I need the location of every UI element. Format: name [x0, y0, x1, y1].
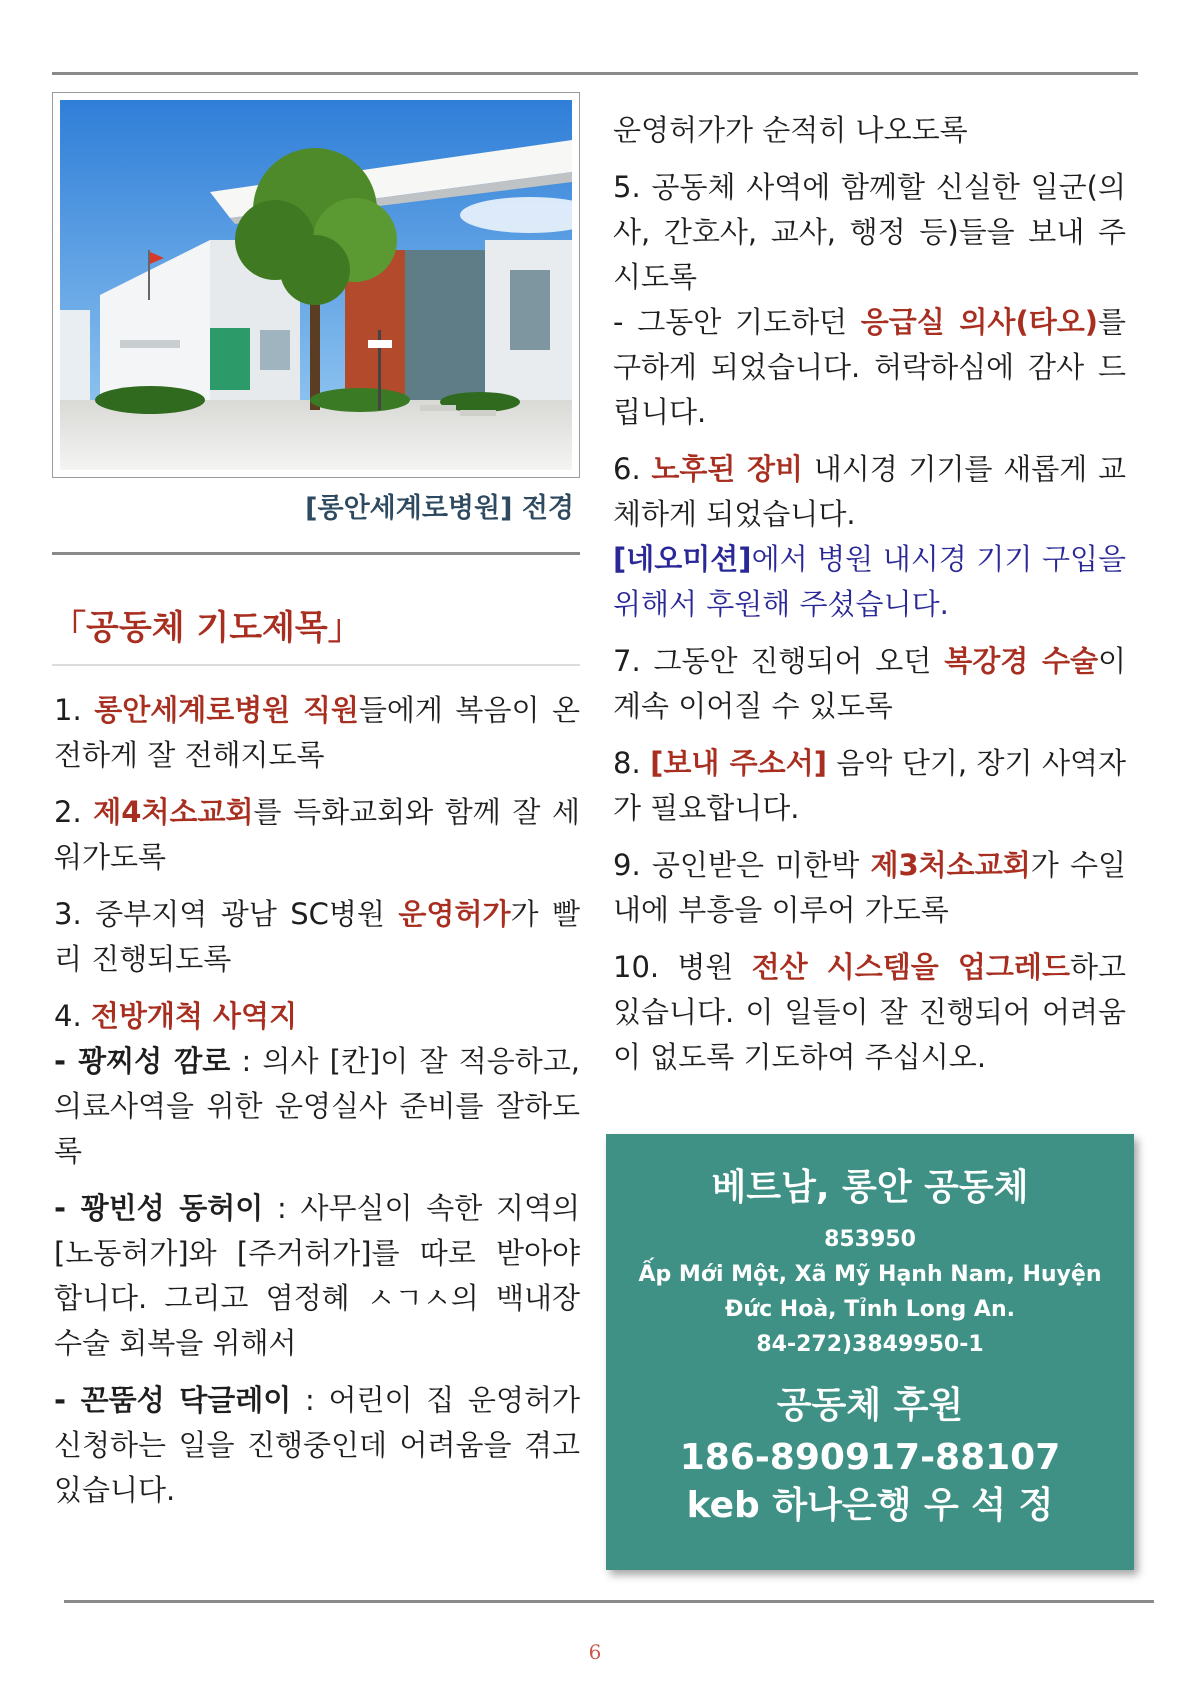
account-number: 186-890917-88107 [679, 1437, 1061, 1478]
photo-caption: [롱안세계로병원] 전경 [305, 493, 574, 524]
highlight: 전방개척 사역지 [90, 999, 298, 1033]
sub-heading: - 꽝찌성 깜로 [54, 1044, 231, 1078]
prayer-item-4-sub-3: - 꼰뚬성 닥글레이 : 어린이 집 운영허가 신청하는 일을 진행중인데 어려움을 겪고 있습니다. [54, 1383, 580, 1507]
bottom-rule [64, 1600, 1154, 1603]
address-line-1: Ấp Mới Một, Xã Mỹ Hạnh Nam, Huyện [638, 1262, 1102, 1287]
prayer-item-6-sponsor: [네오미션]에서 병원 내시경 기기 구입을 위해서 후원해 주셨습니다. [613, 542, 1126, 621]
prayer-item-4-sub-2: - 꽝빈성 동허이 : 사무실이 속한 지역의 [노동허가]와 [주거허가]를 따로 받아야 합니다. 그리고 염정혜 ㅅㄱㅅ의 백내장 수술 회복을 위해서 [54, 1191, 580, 1360]
phone-number: 84-272)3849950-1 [756, 1332, 984, 1357]
highlight: 운영허가 [398, 897, 511, 931]
highlight: 직원 [302, 693, 359, 727]
prayer-item-8: 8. [보내 주소서] 음악 단기, 장기 사역자가 필요합니다. [613, 746, 1126, 825]
prayer-item-1: 1. 롱안세계로병원 직원들에게 복음이 온전하게 잘 전해지도록 [54, 693, 581, 772]
section-title: 「공동체 기도제목」 [52, 608, 362, 648]
postal-code: 853950 [824, 1227, 916, 1252]
highlight: 제3처소교회 [870, 848, 1031, 882]
left-column [54, 688, 580, 1525]
highlight: 제4처소교회 [93, 795, 254, 829]
highlight: [보내 주소서] [650, 746, 827, 780]
sub-heading: - 꼰뚬성 닥글레이 [54, 1383, 292, 1417]
highlight: 복강경 수술 [944, 644, 1098, 678]
sub-heading: - 꽝빈성 동허이 [54, 1191, 264, 1225]
page-number: 6 [588, 1640, 602, 1664]
support-title: 공동체 후원 [776, 1385, 964, 1426]
prayer-item-9: 9. 공인받은 미한박 제3처소교회가 수일내에 부흥을 이루어 가도록 [613, 848, 1126, 927]
continued-text: 운영허가가 순적히 나오도록 [613, 113, 968, 147]
prayer-item-3: 3. 중부지역 광남 SC병원 운영허가가 빨리 진행되도록 [54, 897, 581, 976]
left-mid-rule [52, 552, 580, 555]
prayer-item-7: 7. 그동안 진행되어 오던 복강경 수술이 계속 이어질 수 있도록 [613, 644, 1126, 723]
right-column [613, 108, 1126, 1092]
top-rule [52, 72, 1138, 75]
prayer-item-10: 10. 병원 전산 시스템을 업그레드하고 있습니다. 이 일들이 잘 진행되어 어려움이 없도록 기도하여 주십시오. [613, 950, 1126, 1074]
address-line-2: Đức Hoà, Tỉnh Long An. [725, 1297, 1015, 1322]
prayer-item-5-sub: - 그동안 기도하던 응급실 의사(타오)를 구하게 되었습니다. 허락하심에 감사 드립니다. [613, 305, 1126, 429]
prayer-item-4: 4. 전방개척 사역지 - 꽝찌성 깜로 : 의사 [칸]이 잘 적응하고, 의료사역을 위한 운영실사 준비를 잘하도록 [54, 999, 580, 1168]
hospital-photo [60, 100, 572, 470]
bank-info: keb 하나은행 우 석 정 [686, 1485, 1054, 1526]
prayer-item-5: 5. 공동체 사역에 함께할 신실한 일군(의사, 간호사, 교사, 행정 등)들을 보내 주시도록 [613, 170, 1126, 294]
highlight: 응급실 의사(타오) [860, 305, 1098, 339]
highlight: 롱안세계로병원 [94, 693, 291, 727]
community-name: 베트남, 롱안 공동체 [711, 1167, 1029, 1208]
prayer-item-6: 6. 노후된 장비 내시경 기기를 새롭게 교체하게 되었습니다. [613, 452, 1126, 531]
highlight: 전산 시스템을 업그레드 [751, 950, 1070, 984]
contact-info-box [606, 1134, 1134, 1570]
title-underline [52, 664, 580, 666]
hospital-photo-frame [52, 92, 580, 478]
prayer-item-2: 2. 제4처소교회를 득화교회와 함께 잘 세워가도록 [54, 795, 581, 874]
highlight: 노후된 장비 [651, 452, 804, 486]
